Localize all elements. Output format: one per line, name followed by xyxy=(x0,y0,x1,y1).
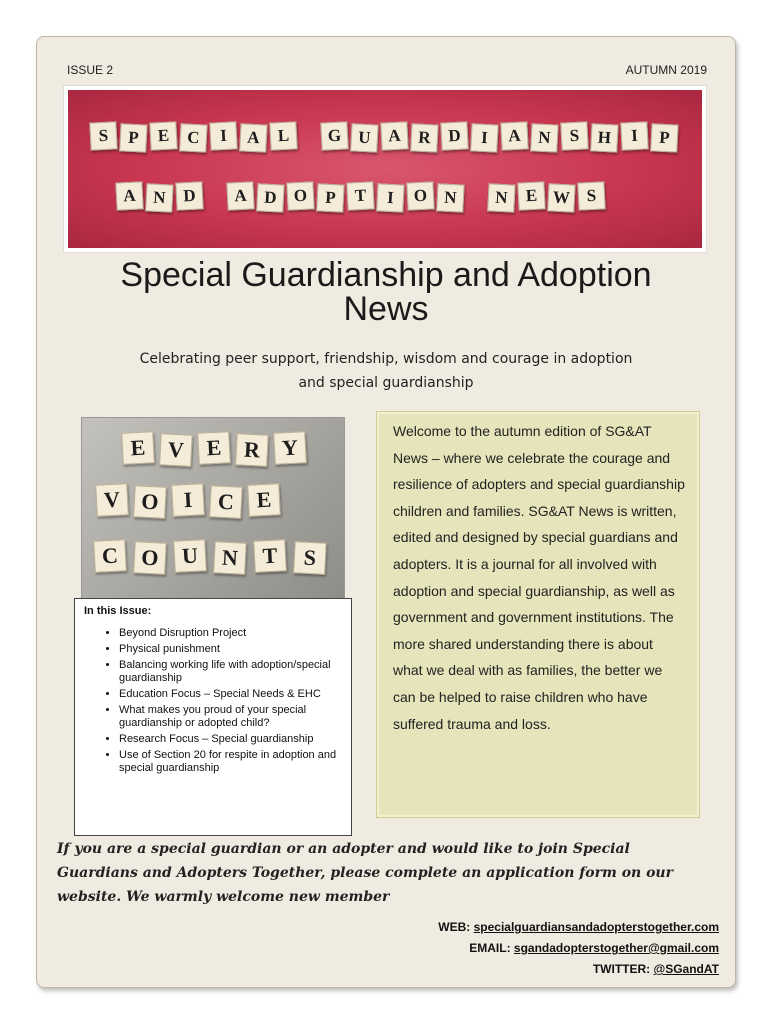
tile-spacer xyxy=(300,122,318,150)
banner-letter-tile: L xyxy=(269,121,297,150)
welcome-box xyxy=(376,411,700,818)
tile-spacer xyxy=(206,182,224,210)
banner-tiles-row-1 xyxy=(90,122,678,150)
photo-tiles-row-2 xyxy=(96,484,280,516)
photo-letter-tile: E xyxy=(121,431,155,465)
photo-letter-tile: S xyxy=(293,541,327,575)
title-banner-image xyxy=(63,85,707,253)
banner-letter-tile: U xyxy=(350,123,378,152)
photo-letter-tile: V xyxy=(95,483,129,517)
issue-item: • Physical punishment xyxy=(119,643,351,656)
email-label: EMAIL: xyxy=(469,941,511,955)
banner-letter-tile: G xyxy=(320,121,348,150)
banner-letter-tile: I xyxy=(470,123,498,152)
banner-letter-tile: A xyxy=(239,123,267,152)
photo-letter-tile: C xyxy=(209,485,243,519)
photo-letter-tile: E xyxy=(247,483,281,517)
banner-letter-tile: C xyxy=(179,123,207,152)
banner-letter-tile: D xyxy=(175,181,203,210)
photo-letter-tile: N xyxy=(213,541,247,575)
web-label: WEB: xyxy=(438,920,471,934)
banner-letter-tile: A xyxy=(226,181,254,210)
banner-letter-tile: N xyxy=(530,123,558,152)
banner-letter-tile: O xyxy=(406,181,434,210)
twitter-contact xyxy=(438,959,719,980)
issue-item: • Beyond Disruption Project xyxy=(119,627,351,640)
banner-letter-tile: O xyxy=(286,181,314,210)
photo-letter-tile: O xyxy=(133,485,167,519)
twitter-link[interactable]: @SGandAT xyxy=(653,962,719,976)
photo-letter-tile: E xyxy=(197,431,231,465)
banner-letter-tile: D xyxy=(256,183,284,212)
banner-letter-tile: N xyxy=(145,183,173,212)
photo-letter-tile: R xyxy=(235,433,269,467)
in-this-issue-heading: In this Issue: xyxy=(84,605,152,617)
banner-letter-tile: W xyxy=(547,183,575,212)
website-link[interactable]: specialguardiansandadopterstogether.com xyxy=(473,920,719,934)
join-call-to-action: If you are a special guardian or an adopter and would like to join Special Guardians and Adopters Together, please complete an application form on our website. We warmly welcome new member xyxy=(57,841,673,905)
newsletter-page xyxy=(36,36,736,988)
photo-tiles-row-3 xyxy=(94,540,326,572)
banner-letter-tile: I xyxy=(209,121,237,150)
issue-item: • Use of Section 20 for respite in adoption and special guardianship xyxy=(119,749,351,775)
banner-letter-tile: D xyxy=(440,121,468,150)
banner-letter-tile: P xyxy=(650,123,678,152)
banner-letter-tile: A xyxy=(115,181,143,210)
issue-season: AUTUMN 2019 xyxy=(625,63,707,77)
email-contact xyxy=(438,938,719,959)
contact-details xyxy=(438,917,719,980)
banner-letter-tile: S xyxy=(560,121,588,150)
web-contact xyxy=(438,917,719,938)
issue-item: • Education Focus – Special Needs & EHC xyxy=(119,688,351,701)
issue-item: • Research Focus – Special guardianship xyxy=(119,733,351,746)
photo-letter-tile: U xyxy=(173,539,207,573)
in-this-issue-list xyxy=(75,627,351,775)
tile-spacer xyxy=(467,182,485,210)
banner-letter-tile: S xyxy=(577,181,605,210)
photo-letter-tile: Y xyxy=(273,431,307,465)
banner-letter-tile: P xyxy=(316,183,344,212)
twitter-label: TWITTER: xyxy=(592,962,651,976)
banner-letter-tile: E xyxy=(149,121,177,150)
issue-item: • Balancing working life with adoption/special guardianship xyxy=(119,659,351,685)
photo-tiles-row-1 xyxy=(122,432,306,464)
photo-letter-tile: V xyxy=(159,433,193,467)
in-this-issue-box xyxy=(74,598,352,836)
banner-letter-tile: R xyxy=(410,123,438,152)
banner-letter-tile: H xyxy=(590,123,618,152)
banner-letter-tile: A xyxy=(500,121,528,150)
photo-letter-tile: C xyxy=(93,539,127,573)
banner-letter-tile: I xyxy=(376,183,404,212)
issue-number: ISSUE 2 xyxy=(67,63,114,77)
page-subtitle: Celebrating peer support, friendship, wisdom and courage in adoption and special guardianship xyxy=(139,351,633,391)
page-title: Special Guardianship and Adoption News xyxy=(120,256,652,328)
banner-letter-tile: T xyxy=(346,181,374,210)
issue-item: • What makes you proud of your special guardianship or adopted child? xyxy=(119,704,351,730)
email-link[interactable]: sgandadopterstogether@gmail.com xyxy=(513,941,719,955)
banner-letter-tile: N xyxy=(487,183,515,212)
banner-letter-tile: I xyxy=(620,121,648,150)
photo-letter-tile: I xyxy=(171,483,205,517)
banner-letter-tile: A xyxy=(380,121,408,150)
photo-letter-tile: O xyxy=(133,541,167,575)
banner-letter-tile: E xyxy=(517,181,545,210)
every-voice-counts-photo xyxy=(81,417,345,599)
welcome-text: Welcome to the autumn edition of SG&AT News – where we celebrate the courage and resilience of adopters and special guardianship children and families. SG&AT News is written, edited and designed by special guardians and adopters. It is a journal for all involved with adoption and special guardianship, as well as government and government institutions. The more shared understanding there is about what we deal with as families, the better we can be helped to raise children who have suffered trauma and loss. xyxy=(393,423,685,732)
banner-tiles-row-2 xyxy=(116,182,605,210)
banner-letter-tile: P xyxy=(119,123,147,152)
photo-letter-tile: T xyxy=(253,539,287,573)
banner-letter-tile: N xyxy=(436,183,464,212)
banner-letter-tile: S xyxy=(89,121,117,150)
